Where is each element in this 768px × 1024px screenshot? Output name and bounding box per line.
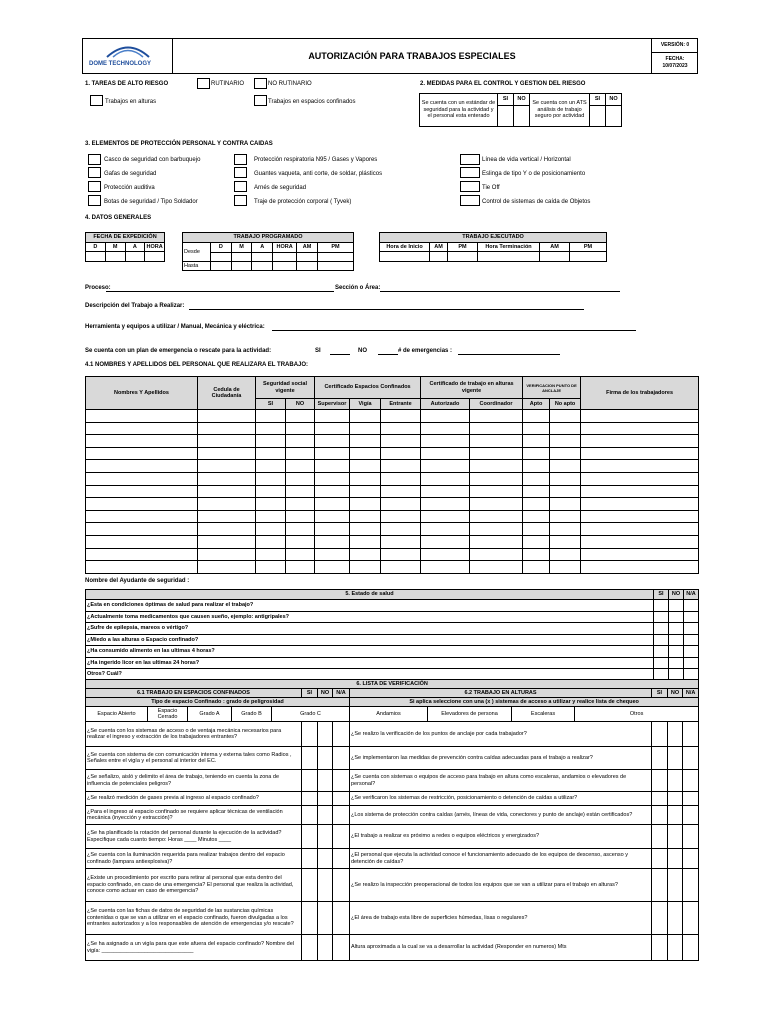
ats-no-cell[interactable] bbox=[606, 106, 622, 127]
verification-row: ¿Se ha asignado a un vigía para que este afuera del espacio confinado? Nombre del vigía: ______________________________ Altura aproximada a la cual se va a desarrollar la actividad (Responder en numeros) Mts bbox=[86, 935, 699, 961]
verification-row: ¿Existe un procedimiento por escrito para retirar al personal que esta dentro del espacio confinado, en caso de una emergencia? El personal que realiza la actividad, conoce como actuar en caso de emergencia? ¿Se realizo la inspección preoperacional de todos los equipos que se van a utilizar para el trabajo en alturas? bbox=[86, 869, 699, 902]
estandar-si-cell[interactable] bbox=[498, 106, 514, 127]
personnel-row bbox=[86, 510, 699, 523]
control-measures-table: Se cuenta con un estándar de seguridad para la actividad y el personal esta enterado SI NO Se cuenta con un ATS análisis de trabajo seguro por actividad SI NO bbox=[419, 93, 622, 127]
verification-row: ¿Para el ingreso al espacio confinado se requiere aplicar técnicas de ventilación mecánica (inyección y extracción)? ¿Los sistema de protección contra caídas (arnés, líneas de vida, conectores y punto de anclaje) están certificados? bbox=[86, 806, 699, 825]
personnel-row bbox=[86, 485, 699, 498]
health-question-row: ¿Ha ingerido licor en las ultimas 24 horas? bbox=[86, 657, 699, 669]
alturas-checkbox[interactable] bbox=[90, 95, 103, 106]
personnel-row bbox=[86, 498, 699, 511]
no-rutinario-checkbox[interactable] bbox=[254, 78, 267, 89]
trabajo-ejecutado-table: TRABAJO EJECUTADO Hora de Inicio AM PM Hora Terminación AM PM bbox=[379, 232, 607, 262]
seccion-field[interactable] bbox=[380, 291, 620, 292]
personnel-row bbox=[86, 548, 699, 561]
verification-row: ¿Se cuenta con las fichas de datos de seguridad de las sustancias químicas contenidas o que se van a utilizar en el espacio confinado, fueron divulgadas a los entrantes autorizados y a los responsables de atención de emergencias y/o rescate? ¿El área de trabajo esta libre de superficies húmedas, lisas o regulares? bbox=[86, 902, 699, 935]
descripcion-field[interactable] bbox=[189, 309, 584, 310]
plan-si-field[interactable] bbox=[330, 354, 350, 355]
emergencias-field[interactable] bbox=[458, 354, 560, 355]
verification-row: ¿Se ha planificado la rotación del personal durante la ejecución de la actividad? Especifique cada cuanto tiempo: Horas ____ Minutos ____ ¿El trabajo a realizar es próximo a redes o equipos eléctricos y energizados? bbox=[86, 825, 699, 849]
verification-row: ¿Se cuenta con la iluminación requerida para realizar trabajos dentro del espacio confinado (lampara antiexplosiva)? ¿El personal que ejecuta la actividad conoce el funcionamiento adecuado de los equipos de descenso, ascenso y detención de caídas? bbox=[86, 849, 699, 869]
section-41-title: 4.1 NOMBRES Y APELLIDOS DEL PERSONAL QUE REALIZARA EL TRABAJO: bbox=[85, 362, 309, 368]
version-box: VERSIÓN: 0 FECHA: 10/07/2023 bbox=[651, 39, 698, 73]
logo-arc-icon bbox=[105, 42, 151, 58]
fecha-expedicion-table: FECHA DE EXPEDICIÓN D M A HORA bbox=[85, 232, 165, 262]
ats-si-cell[interactable] bbox=[590, 106, 606, 127]
verification-row: ¿Se señalizo, aisló y delimito el área de trabajo, teniendo en cuenta la zona de influencia de potenciales peligros? ¿Se cuenta con sistemas o equipos de acceso para trabajo en altura como escaleras, andamios o elevadores de personal? bbox=[86, 770, 699, 792]
section-1-title: 1. TAREAS DE ALTO RIESGO bbox=[85, 81, 169, 87]
verification-table: 6. LISTA DE VERIFICACIÓN 6.1 TRABAJO EN ESPACIOS CONFINADOS SI NO N/A 6.2 TRABAJO EN ALTURAS SI NO N/A Tipo de espacio Confinado : grado de peligrosidad Si aplica seleccione con una (x ) sistemas de acceso a utilizar y realice lista de chequeo Espacio Abierto Espacio Cerrado Grado A Grado B Grado C Andamios Elevadores de persona Escaleras Otros ¿Se cuenta con los sistemas de acceso o de ventaja mecánica necesarios para realizar el ingreso y extracción de los trabajadores entrantes? ¿Se realizo la verificación de los puntos de anclaje por cada trabajador? ¿Se cuenta con sistema de con comunicación interna y externa tales como Radios , Señales entre el vigía y el personal al interior del EC. ¿Se implementaron las medidas de prevención contra caídas adecuadas para el trabajo a realizar? ¿Se señalizo, aisló y delimito el área de trabajo, teniendo en cuenta la zona de influencia de potenciales peligros? ¿Se cuenta con sistemas o equipos de acceso para trabajo en altura como escaleras, andamios o elevadores de personal? ¿Se realizó medición de gases previa al ingreso al espacio confinado? ¿Se verificaron los sistemas de restricción, posicionamiento o detención de caídas a utilizar? ¿Para el ingreso al espacio confinado se requiere aplicar técnicas de ventilación mecánica (inyección y extracción)? ¿Los sistema de protección contra caídas (arnés, líneas de vida, conectores y punto de anclaje) están certificados? ¿Se ha planificado la rotación del personal durante la ejecución de la actividad? Especifique cada cuanto tiempo: Horas ____ Minutos ____ ¿El trabajo a realizar es próximo a redes o equipos eléctricos y energizados? ¿Se cuenta con la iluminación requerida para realizar trabajos dentro del espacio confinado (lampara antiexplosiva)? ¿El personal que ejecuta la actividad conoce el funcionamiento adecuado de los equipos de descenso, ascenso y detención de caídas? ¿Existe un procedimiento por escrito para retirar al personal que esta dentro del espacio confinado, en caso de una emergencia? El personal que realiza la actividad, conoce como actuar en caso de emergencia? ¿Se realizo la inspección preoperacional de todos los equipos que se van a utilizar para el trabajo en alturas? ¿Se cuenta con las fichas de datos de seguridad de las sustancias químicas contenidas o que se van a utilizar en el espacio confinado, fueron divulgadas a los entrantes autorizados y a los responsables de atención de emergencias y/o rescate? ¿El área de trabajo esta libre de superficies húmedas, lisas o regulares? ¿Se ha asignado a un vigía para que este afuera del espacio confinado? Nombre del vigía: ______________________________ Altura aproximada a la cual se va a desarrollar la actividad (Responder en numeros) Mts bbox=[85, 679, 699, 961]
personnel-row bbox=[86, 460, 699, 473]
herramienta-field[interactable] bbox=[272, 330, 636, 331]
health-question-row: ¿Esta en condiciones óptimas de salud para realizar el trabajo? bbox=[86, 600, 699, 612]
section-2-title: 2. MEDIDAS PARA EL CONTROL Y GESTION DEL RIESGO bbox=[420, 81, 586, 87]
health-question-row: ¿Actualmente toma medicamentos que causen sueño, ejemplo: antigripales? bbox=[86, 611, 699, 623]
form-header bbox=[82, 38, 698, 74]
section-4-title: 4. DATOS GENERALES bbox=[85, 215, 152, 221]
rutinario-checkbox[interactable] bbox=[197, 78, 210, 89]
personnel-row bbox=[86, 561, 699, 574]
logo-area bbox=[83, 39, 173, 73]
health-question-row: ¿Ha consumido alimento en las ultimas 4 horas? bbox=[86, 646, 699, 658]
personnel-row bbox=[86, 472, 699, 485]
form-title: AUTORIZACIÓN PARA TRABAJOS ESPECIALES bbox=[308, 51, 516, 61]
section-3-title: 3. ELEMENTOS DE PROTECCIÓN PERSONAL Y CONTRA CAIDAS bbox=[85, 141, 273, 147]
personnel-row bbox=[86, 410, 699, 423]
personnel-row bbox=[86, 447, 699, 460]
personnel-table: Nombres Y Apellidos Cedula de Ciudadanía Seguridad social vigente Certificado Espacios Confinados Certificado de trabajo en alturas vigente VERIFICACION PUNTO DE ANCLAJE Firma de los trabajadores SI NO Supervisor Vigía Entrante Autorizado Coordinador Apto No apto bbox=[85, 376, 699, 574]
verification-row: ¿Se cuenta con sistema de con comunicación interna y externa tales como Radios , Señales entre el vigía y el personal al interior del EC. ¿Se implementaron las medidas de prevención contra caídas adecuadas para el trabajo a realizar? bbox=[86, 747, 699, 770]
health-table: 5. Estado de salud SI NO N/A ¿Esta en condiciones óptimas de salud para realizar el trabajo? ¿Actualmente toma medicamentos que causen sueño, ejemplo: antigripales? ¿Sufre de epilepsia, mareos o vértigo? ¿Miedo a las alturas o Espacio confinado? ¿Ha consumido alimento en las ultimas 4 horas? ¿Ha ingerido licor en las ultimas 24 horas? Otros? Cuál? bbox=[85, 589, 699, 681]
verification-row: ¿Se cuenta con los sistemas de acceso o de ventaja mecánica necesarios para realizar el ingreso y extracción de los trabajadores entrantes? ¿Se realizo la verificación de los puntos de anclaje por cada trabajador? bbox=[86, 722, 699, 747]
personnel-row bbox=[86, 422, 699, 435]
confinados-checkbox[interactable] bbox=[254, 95, 267, 106]
personnel-row bbox=[86, 435, 699, 448]
health-question-row: ¿Miedo a las alturas o Espacio confinado? bbox=[86, 634, 699, 646]
trabajo-programado-table: TRABAJO PROGRAMADO Desde D M A HORA AM PM Hasta bbox=[182, 232, 354, 271]
health-question-row: Otros? Cuál? bbox=[86, 669, 699, 681]
estandar-no-cell[interactable] bbox=[514, 106, 530, 127]
personnel-row bbox=[86, 535, 699, 548]
proceso-field[interactable] bbox=[106, 291, 334, 292]
verification-row: ¿Se realizó medición de gases previa al ingreso al espacio confinado? ¿Se verificaron los sistemas de restricción, posicionamiento o detención de caídas a utilizar? bbox=[86, 792, 699, 806]
logo-text: DOME TECHNOLOGY bbox=[89, 61, 152, 67]
personnel-row bbox=[86, 523, 699, 536]
health-question-row: ¿Sufre de epilepsia, mareos o vértigo? bbox=[86, 623, 699, 635]
plan-no-field[interactable] bbox=[378, 354, 398, 355]
